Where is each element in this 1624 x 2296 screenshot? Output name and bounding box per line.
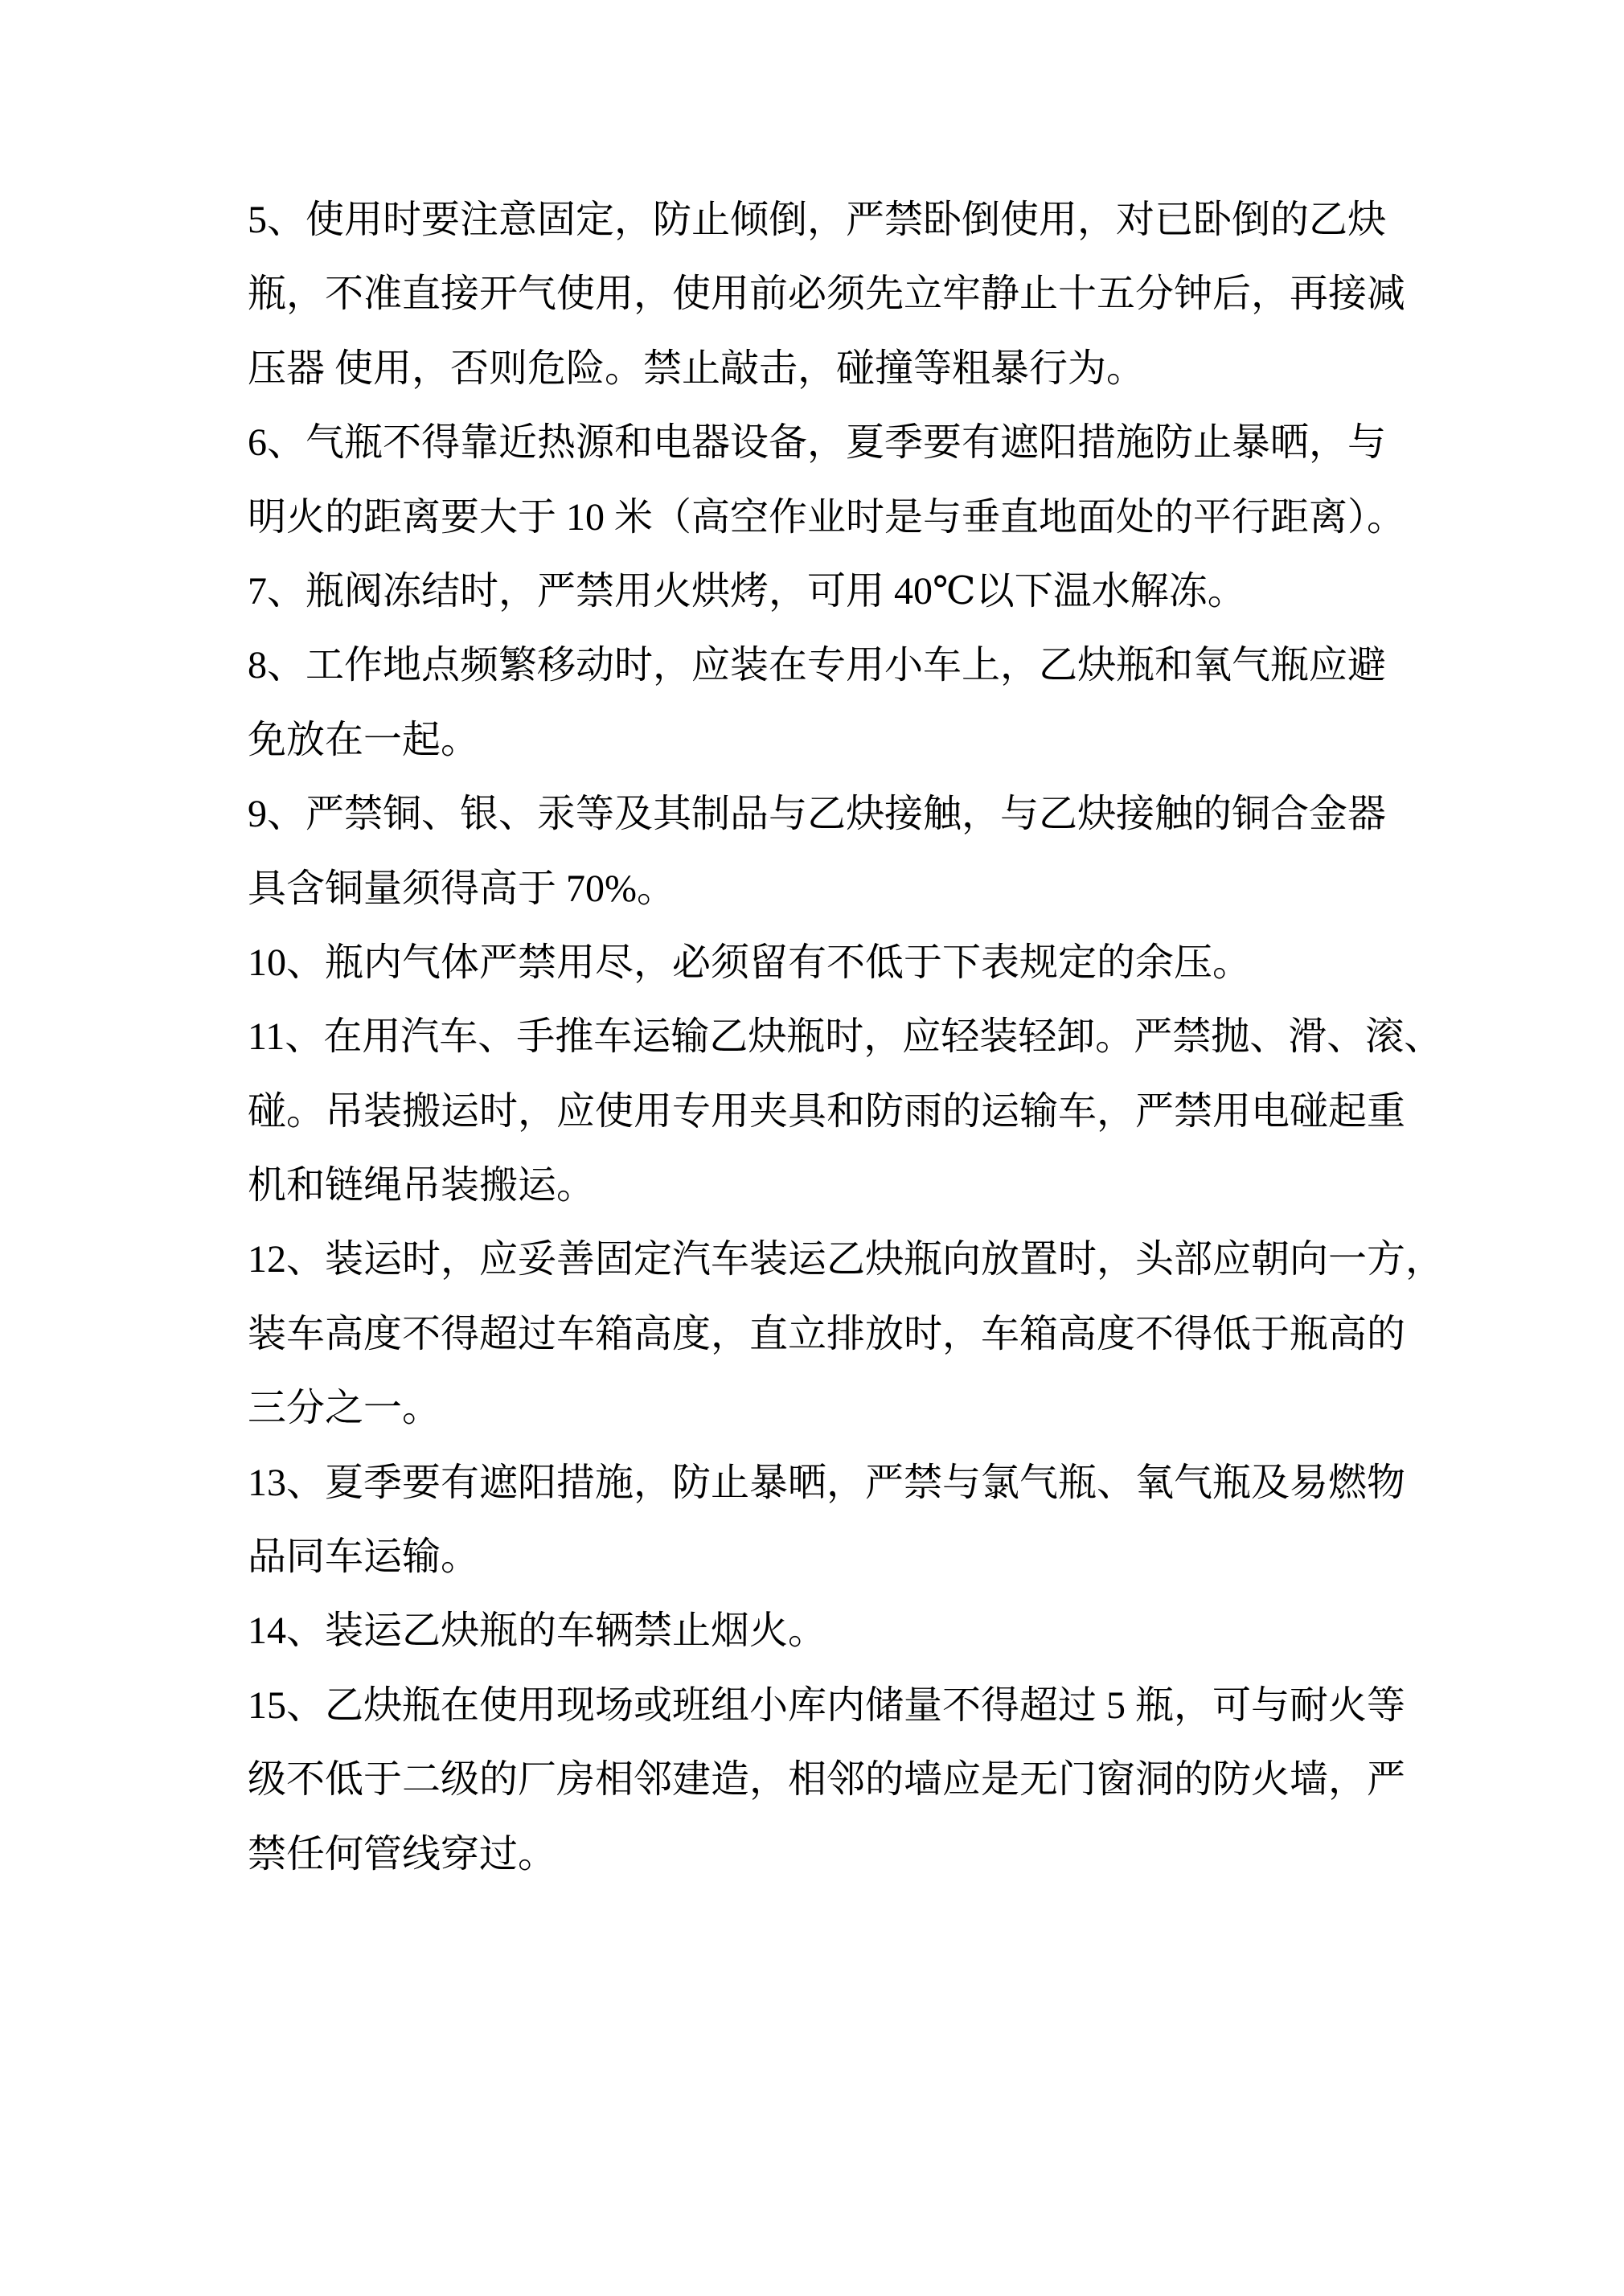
paragraph-line: 装车高度不得超过车箱高度，直立排放时，车箱高度不得低于瓶高的 <box>248 1312 1406 1355</box>
paragraph-line: 10、瓶内气体严禁用尽，必须留有不低于下表规定的余压。 <box>248 941 1252 984</box>
paragraph-line: 机和链绳吊装搬运。 <box>248 1164 596 1207</box>
paragraph-line: 7、瓶阀冻结时，严禁用火烘烤，可用 40℃以下温水解冻。 <box>248 569 1246 613</box>
paragraph-line: 具含铜量须得高于 70%。 <box>248 867 675 910</box>
paragraph-line: 品同车运输。 <box>248 1535 480 1579</box>
paragraph-line: 5、使用时要注意固定，防止倾倒，严禁卧倒使用，对已卧倒的乙炔 <box>248 199 1387 241</box>
paragraph-line: 免放在一起。 <box>248 718 480 761</box>
paragraph-line: 13、夏季要有遮阳措施，防止暴晒，严禁与氯气瓶、氧气瓶及易燃物 <box>248 1461 1406 1504</box>
paragraph-15 <box>248 1669 1406 1892</box>
paragraph-line: 禁任何管线穿过。 <box>248 1832 557 1876</box>
paragraph-7 <box>248 555 1378 629</box>
paragraph-line: 9、严禁铜、银、汞等及其制品与乙炔接触，与乙炔接触的铜合金器 <box>248 793 1387 836</box>
paragraph-line: 压器 使用，否则危险。禁止敲击，碰撞等粗暴行为。 <box>248 346 1146 390</box>
paragraph-line: 12、装运时，应妥善固定汽车装运乙炔瓶向放置时，头部应朝向一方， <box>248 1238 1445 1281</box>
paragraph-line: 8、工作地点频繁移动时，应装在专用小车上，乙炔瓶和氧气瓶应避 <box>248 644 1387 687</box>
paragraph-11 <box>248 1000 1443 1223</box>
paragraph-5 <box>248 183 1406 406</box>
paragraph-9 <box>248 777 1387 926</box>
paragraph-12 <box>248 1223 1445 1445</box>
paragraph-line: 15、乙炔瓶在使用现场或班组小库内储量不得超过 5 瓶，可与耐火等 <box>248 1683 1406 1727</box>
paragraph-8 <box>248 629 1387 777</box>
paragraph-line: 11、在用汽车、手推车运输乙炔瓶时，应轻装轻卸。严禁抛、滑、滚、 <box>248 1015 1443 1059</box>
paragraph-line: 明火的距离要大于 10 米（高空作业时是与垂直地面处的平行距离）。 <box>248 495 1406 539</box>
paragraph-line: 碰。吊装搬运时，应使用专用夹具和防雨的运输车，严禁用电碰起重 <box>248 1089 1406 1133</box>
document-body <box>248 183 1445 1892</box>
paragraph-10 <box>248 926 1378 1000</box>
paragraph-line: 6、气瓶不得靠近热源和电器设备，夏季要有遮阳措施防止暴晒，与 <box>248 421 1387 465</box>
paragraph-line: 瓶，不准直接开气使用，使用前必须先立牢静止十五分钟后，再接减 <box>248 273 1406 316</box>
paragraph-line: 三分之一。 <box>248 1387 441 1430</box>
paragraph-line: 级不低于二级的厂房相邻建造，相邻的墙应是无门窗洞的防火墙，严 <box>248 1758 1406 1802</box>
paragraph-line: 14、装运乙炔瓶的车辆禁止烟火。 <box>248 1609 827 1653</box>
paragraph-6 <box>248 406 1406 555</box>
paragraph-14 <box>248 1594 1378 1668</box>
paragraph-13 <box>248 1446 1406 1595</box>
